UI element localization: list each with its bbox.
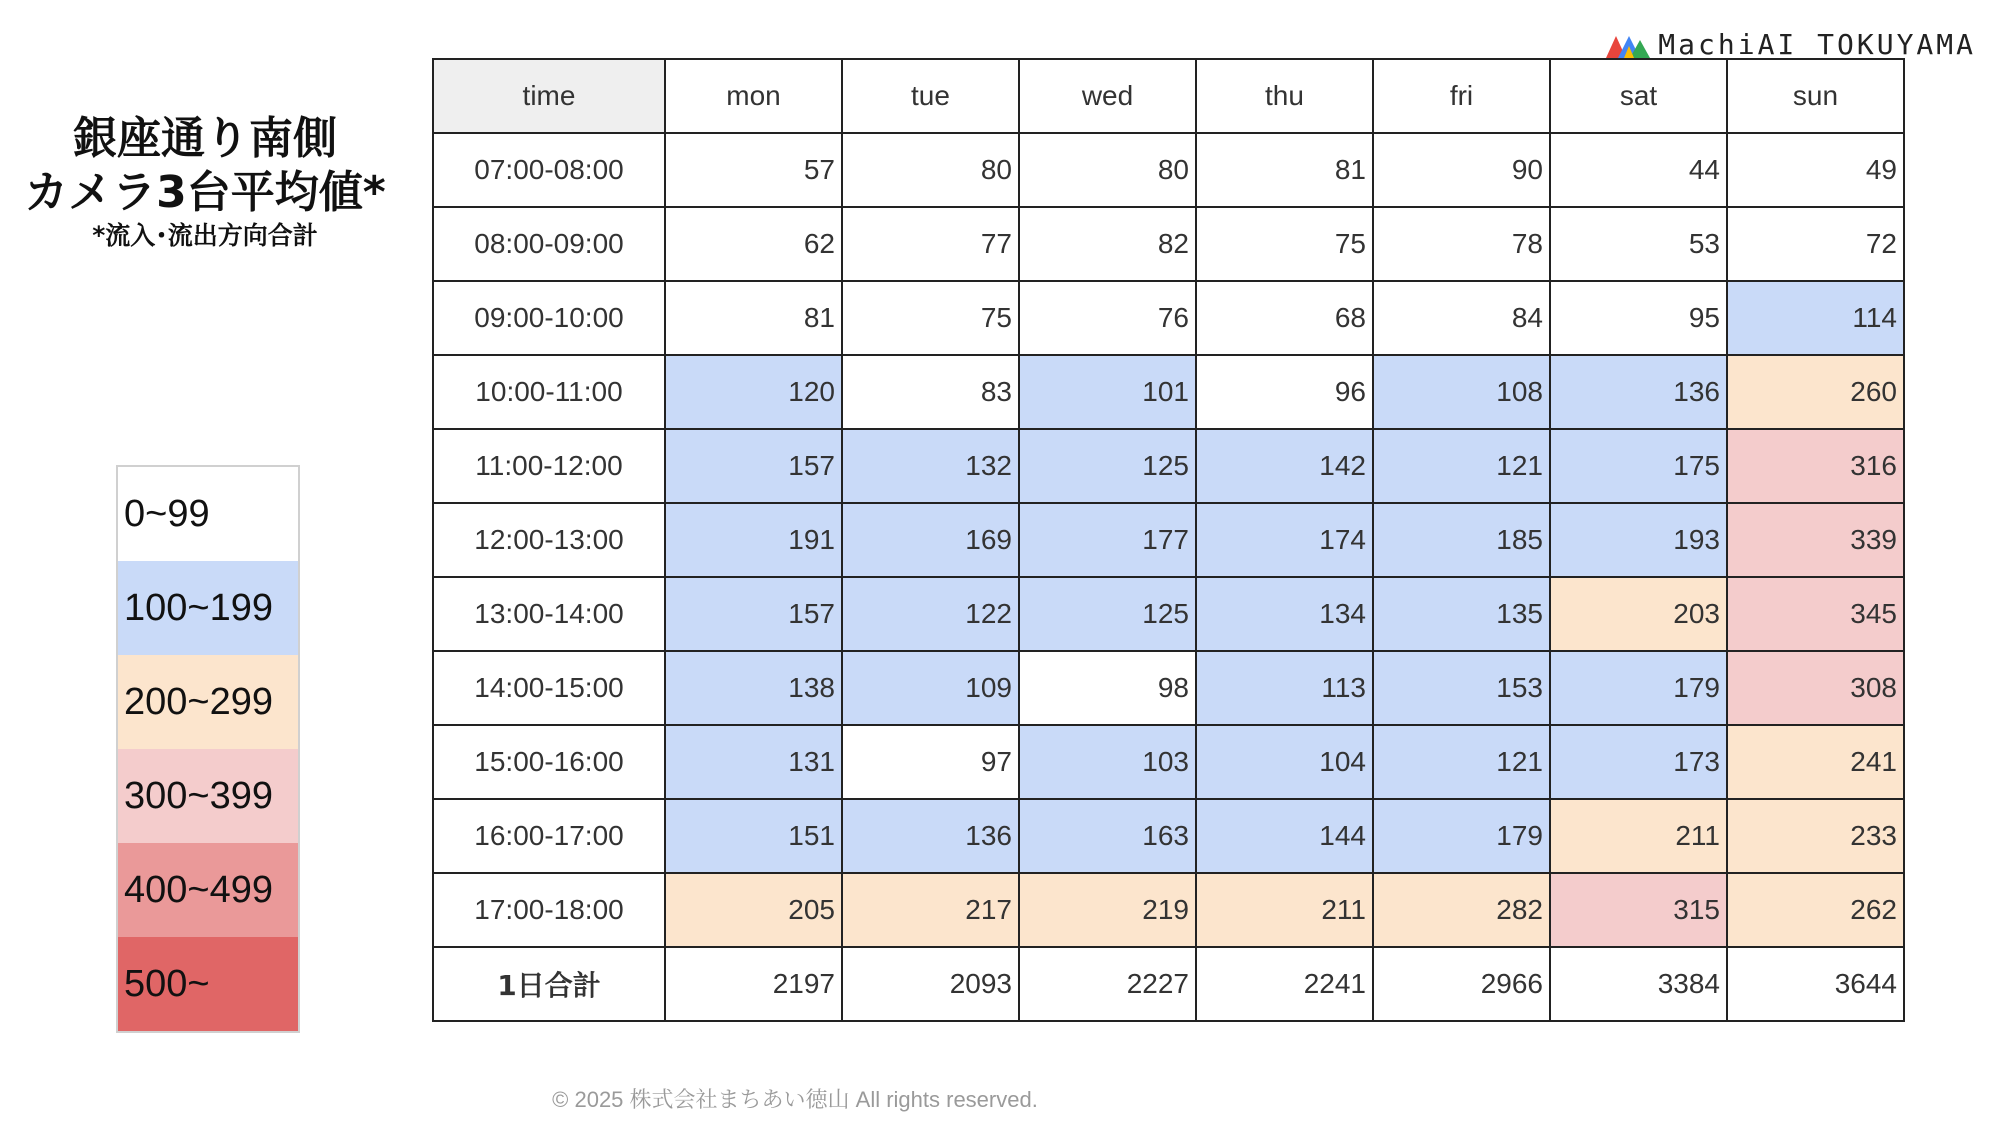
count-cell: 169: [842, 503, 1019, 577]
table-row: [433, 503, 1904, 577]
count-cell: 53: [1550, 207, 1727, 281]
count-cell: 157: [665, 577, 842, 651]
count-cell: 80: [842, 133, 1019, 207]
table-row: [433, 799, 1904, 873]
count-cell: 179: [1550, 651, 1727, 725]
table-row: [433, 725, 1904, 799]
time-cell: 17:00-18:00: [433, 873, 665, 947]
legend-item: [118, 561, 298, 655]
count-cell: 44: [1550, 133, 1727, 207]
count-cell: 173: [1550, 725, 1727, 799]
table-header-row: [433, 59, 1904, 133]
total-label: 1日合計: [433, 947, 665, 1021]
time-cell: 13:00-14:00: [433, 577, 665, 651]
count-cell: 174: [1196, 503, 1373, 577]
count-cell: 77: [842, 207, 1019, 281]
time-cell: 08:00-09:00: [433, 207, 665, 281]
count-cell: 316: [1727, 429, 1904, 503]
count-cell: 114: [1727, 281, 1904, 355]
column-header-time: time: [433, 59, 665, 133]
count-cell: 82: [1019, 207, 1196, 281]
time-cell: 15:00-16:00: [433, 725, 665, 799]
count-cell: 81: [1196, 133, 1373, 207]
count-cell: 96: [1196, 355, 1373, 429]
legend-item: [118, 843, 298, 937]
table-row: [433, 429, 1904, 503]
legend-item: [118, 937, 298, 1031]
count-cell: 211: [1550, 799, 1727, 873]
count-cell: 62: [665, 207, 842, 281]
count-cell: 134: [1196, 577, 1373, 651]
legend-label: 200~299: [124, 680, 273, 723]
copyright-footer: © 2025 株式会社まちあい徳山 All rights reserved.: [552, 1087, 1038, 1112]
count-cell: 121: [1373, 725, 1550, 799]
column-header-sat: sat: [1550, 59, 1727, 133]
count-cell: 95: [1550, 281, 1727, 355]
legend-item: [118, 655, 298, 749]
legend-label: 0~99: [124, 492, 210, 535]
count-cell: 97: [842, 725, 1019, 799]
count-cell: 120: [665, 355, 842, 429]
time-cell: 16:00-17:00: [433, 799, 665, 873]
count-cell: 84: [1373, 281, 1550, 355]
total-row: [433, 947, 1904, 1021]
legend-label: 400~499: [124, 868, 273, 911]
count-cell: 308: [1727, 651, 1904, 725]
count-cell: 81: [665, 281, 842, 355]
table-row: [433, 873, 1904, 947]
column-header-mon: mon: [665, 59, 842, 133]
table-row: [433, 577, 1904, 651]
legend-label: 500~: [124, 962, 210, 1005]
total-cell: 2241: [1196, 947, 1373, 1021]
count-cell: 125: [1019, 577, 1196, 651]
color-legend: [116, 465, 300, 1033]
count-cell: 68: [1196, 281, 1373, 355]
time-cell: 07:00-08:00: [433, 133, 665, 207]
total-cell: 3644: [1727, 947, 1904, 1021]
count-cell: 345: [1727, 577, 1904, 651]
count-cell: 90: [1373, 133, 1550, 207]
count-cell: 339: [1727, 503, 1904, 577]
count-cell: 241: [1727, 725, 1904, 799]
count-cell: 262: [1727, 873, 1904, 947]
count-cell: 125: [1019, 429, 1196, 503]
count-cell: 98: [1019, 651, 1196, 725]
time-cell: 11:00-12:00: [433, 429, 665, 503]
count-cell: 122: [842, 577, 1019, 651]
table-row: [433, 207, 1904, 281]
time-cell: 09:00-10:00: [433, 281, 665, 355]
count-cell: 142: [1196, 429, 1373, 503]
count-cell: 136: [842, 799, 1019, 873]
time-cell: 14:00-15:00: [433, 651, 665, 725]
count-cell: 103: [1019, 725, 1196, 799]
count-cell: 157: [665, 429, 842, 503]
count-cell: 78: [1373, 207, 1550, 281]
count-cell: 132: [842, 429, 1019, 503]
table-row: [433, 133, 1904, 207]
legend-item: [118, 467, 298, 561]
count-cell: 135: [1373, 577, 1550, 651]
count-cell: 138: [665, 651, 842, 725]
count-cell: 109: [842, 651, 1019, 725]
count-cell: 108: [1373, 355, 1550, 429]
count-cell: 185: [1373, 503, 1550, 577]
column-header-tue: tue: [842, 59, 1019, 133]
count-cell: 49: [1727, 133, 1904, 207]
count-cell: 233: [1727, 799, 1904, 873]
legend-item: [118, 749, 298, 843]
title-block: [20, 112, 390, 252]
count-cell: 75: [842, 281, 1019, 355]
count-cell: 57: [665, 133, 842, 207]
company-logo: [1606, 28, 1976, 61]
table-row: [433, 651, 1904, 725]
count-cell: 211: [1196, 873, 1373, 947]
table-row: [433, 281, 1904, 355]
logo-text: MachiAI TOKUYAMA: [1658, 28, 1976, 61]
total-cell: 2227: [1019, 947, 1196, 1021]
traffic-table: [432, 58, 1905, 1022]
count-cell: 83: [842, 355, 1019, 429]
count-cell: 113: [1196, 651, 1373, 725]
count-cell: 131: [665, 725, 842, 799]
count-cell: 75: [1196, 207, 1373, 281]
page-title-line-2: カメラ3台平均値*: [24, 167, 386, 218]
count-cell: 179: [1373, 799, 1550, 873]
count-cell: 205: [665, 873, 842, 947]
count-cell: 163: [1019, 799, 1196, 873]
legend-label: 100~199: [124, 586, 273, 629]
count-cell: 219: [1019, 873, 1196, 947]
count-cell: 191: [665, 503, 842, 577]
legend-label: 300~399: [124, 774, 273, 817]
page-title: 銀座通り南側: [73, 113, 337, 164]
total-cell: 3384: [1550, 947, 1727, 1021]
count-cell: 203: [1550, 577, 1727, 651]
count-cell: 153: [1373, 651, 1550, 725]
table-body: [433, 133, 1904, 1021]
time-cell: 10:00-11:00: [433, 355, 665, 429]
total-cell: 2197: [665, 947, 842, 1021]
mountain-logo-icon: [1606, 32, 1652, 58]
count-cell: 144: [1196, 799, 1373, 873]
count-cell: 136: [1550, 355, 1727, 429]
count-cell: 282: [1373, 873, 1550, 947]
count-cell: 177: [1019, 503, 1196, 577]
column-header-thu: thu: [1196, 59, 1373, 133]
column-header-fri: fri: [1373, 59, 1550, 133]
table-row: [433, 355, 1904, 429]
count-cell: 76: [1019, 281, 1196, 355]
total-cell: 2093: [842, 947, 1019, 1021]
time-cell: 12:00-13:00: [433, 503, 665, 577]
count-cell: 72: [1727, 207, 1904, 281]
column-header-wed: wed: [1019, 59, 1196, 133]
count-cell: 193: [1550, 503, 1727, 577]
count-cell: 80: [1019, 133, 1196, 207]
count-cell: 175: [1550, 429, 1727, 503]
count-cell: 217: [842, 873, 1019, 947]
count-cell: 315: [1550, 873, 1727, 947]
count-cell: 260: [1727, 355, 1904, 429]
column-header-sun: sun: [1727, 59, 1904, 133]
total-cell: 2966: [1373, 947, 1550, 1021]
title-note: *流入･流出方向合計: [92, 221, 318, 250]
count-cell: 101: [1019, 355, 1196, 429]
count-cell: 104: [1196, 725, 1373, 799]
count-cell: 151: [665, 799, 842, 873]
count-cell: 121: [1373, 429, 1550, 503]
